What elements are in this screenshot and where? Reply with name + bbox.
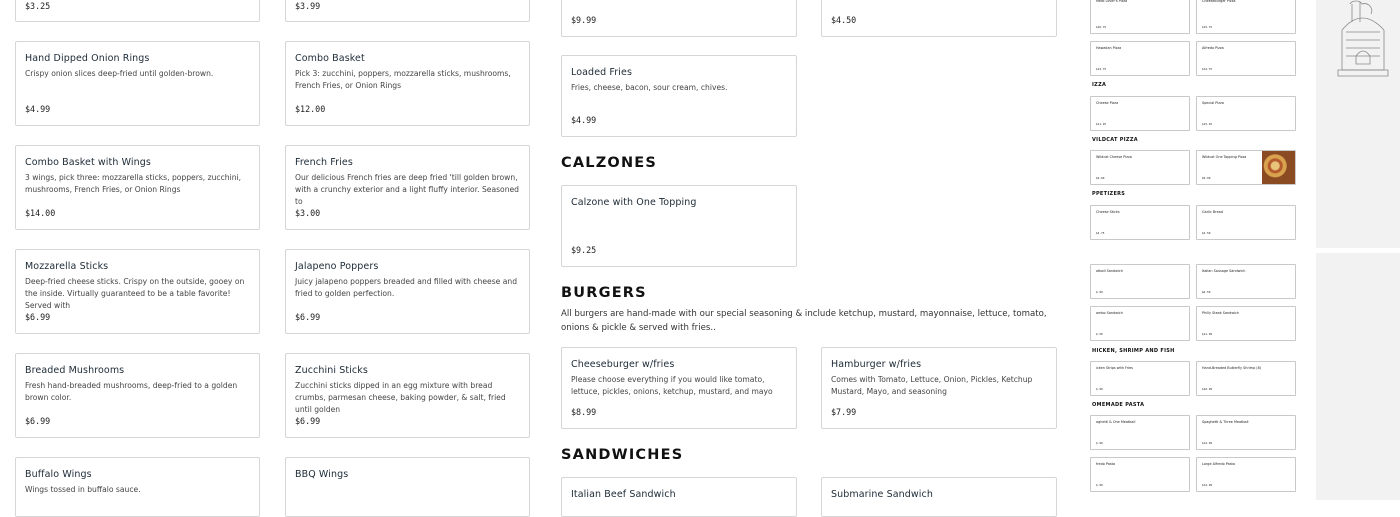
preview-section-heading: IZZA <box>1092 82 1107 88</box>
menu-item-card[interactable] <box>285 457 530 517</box>
item-price: $4.50 <box>831 15 857 25</box>
item-name: Jalapeno Poppers <box>295 261 379 272</box>
preview-item-price: $14.75 <box>1202 67 1213 71</box>
preview-menu-card[interactable] <box>1090 150 1190 185</box>
preview-item-name: Garlic Bread <box>1202 210 1223 214</box>
preview-item-name: Special Pizza <box>1202 101 1224 105</box>
preview-section-heading: OMEMADE PASTA <box>1092 402 1145 408</box>
menu-item-card[interactable] <box>561 477 797 517</box>
preview-item-price: $16.75 <box>1096 25 1107 29</box>
menu-item-card[interactable] <box>561 347 797 429</box>
item-name: Zucchini Sticks <box>295 365 368 376</box>
preview-item-name: icken Strips with Fries <box>1096 366 1133 370</box>
preview-item-name: Hand-Breaded Butterfly Shrimp (8) <box>1202 366 1262 370</box>
preview-menu-card[interactable] <box>1090 205 1190 240</box>
preview-menu-card[interactable] <box>1090 96 1190 131</box>
item-description: Comes with Tomato, Lettuce, Onion, Pickles, Ketchup Mustard, Mayo, and seasoning <box>831 375 1033 396</box>
preview-item-price: $.99 <box>1096 483 1103 487</box>
preview-section-heading: HICKEN, SHRIMP AND FISH <box>1092 348 1175 354</box>
preview-item-price: $15.75 <box>1202 25 1213 29</box>
preview-item-name: Cheeseburger Pizza <box>1202 0 1236 3</box>
section-title-calzones: CALZONES <box>561 155 658 171</box>
preview-item-name: Wildcat Cheese Pizza <box>1096 155 1132 159</box>
preview-menu-card[interactable] <box>1090 0 1190 34</box>
preview-item-price: $12.75 <box>1096 67 1107 71</box>
preview-item-price: $4.75 <box>1096 231 1105 235</box>
preview-item-price: $.99 <box>1096 290 1103 294</box>
pizza-photo <box>1262 151 1295 184</box>
preview-menu-card[interactable] <box>1196 96 1296 131</box>
preview-item-name: Large Alfredo Pasta <box>1202 462 1235 466</box>
item-price: $8.99 <box>571 407 597 417</box>
section-title-sandwiches: SANDWICHES <box>561 447 684 463</box>
menu-item-card[interactable] <box>15 145 260 230</box>
item-price: $4.99 <box>25 104 51 114</box>
item-name: French Fries <box>295 157 353 168</box>
decorative-side-panel <box>1316 0 1400 500</box>
item-name: Loaded Fries <box>571 67 632 78</box>
menu-item-card[interactable] <box>821 0 1057 37</box>
item-description: Our delicious French fries are deep fried 'till golden brown, with a crunchy exterior and a light fluffy interior. Seasoned to <box>295 173 520 206</box>
item-description: Deep-fried cheese sticks. Crispy on the outside, gooey on the inside. Virtually guaranteed to be a table favorite! Served with <box>25 277 245 310</box>
menu-item-card[interactable] <box>561 0 797 37</box>
preview-item-name: atball Sandwich <box>1096 269 1123 273</box>
item-price: $3.00 <box>295 208 321 218</box>
menu-item-card[interactable] <box>15 41 260 126</box>
preview-menu-card[interactable] <box>1090 264 1190 299</box>
item-description: Pick 3: zucchini, poppers, mozzarella sticks, mushrooms, French Fries, or Onion Rings <box>295 69 511 90</box>
preview-item-price: $10.99 <box>1202 387 1213 391</box>
preview-item-name: Philly Steak Sandwich <box>1202 311 1240 315</box>
item-name: BBQ Wings <box>295 469 349 480</box>
preview-item-price: $9.99 <box>1096 176 1105 180</box>
preview-menu-card[interactable] <box>1196 457 1296 492</box>
preview-item-name: ombo Sandwich <box>1096 311 1123 315</box>
menu-item-card[interactable] <box>285 249 530 334</box>
item-price: $6.99 <box>25 416 51 426</box>
preview-menu-card[interactable] <box>1196 0 1296 34</box>
item-name: Combo Basket with Wings <box>25 157 151 168</box>
menu-item-card[interactable] <box>15 249 260 334</box>
item-name: Submarine Sandwich <box>831 489 933 500</box>
preview-menu-card[interactable] <box>1196 205 1296 240</box>
preview-item-name: Cheese Pizza <box>1096 101 1119 105</box>
menu-item-card[interactable] <box>15 457 260 517</box>
item-name: Cheeseburger w/fries <box>571 359 675 370</box>
menu-item-card[interactable] <box>15 353 260 438</box>
preview-menu-card[interactable] <box>1196 361 1296 396</box>
preview-item-name: Wildcat One Topping Pizza <box>1202 155 1247 159</box>
preview-item-name: Hawaiian Pizza <box>1096 46 1122 50</box>
panel-divider <box>1316 248 1400 253</box>
pizza-oven-illustration <box>1316 0 1400 90</box>
item-name: Buffalo Wings <box>25 469 92 480</box>
section-title-burgers: BURGERS <box>561 285 647 301</box>
preview-menu-card[interactable] <box>1090 41 1190 76</box>
preview-menu-card[interactable] <box>1196 415 1296 450</box>
preview-menu-card[interactable] <box>1090 457 1190 492</box>
preview-section-heading: PPETIZERS <box>1092 191 1126 197</box>
preview-item-name: Cheese Sticks <box>1096 210 1120 214</box>
item-name: Italian Beef Sandwich <box>571 489 676 500</box>
menu-item-card[interactable] <box>561 55 797 137</box>
item-description: Juicy jalapeno poppers breaded and filled with cheese and fried to golden perfection. <box>295 277 518 298</box>
item-price: $6.99 <box>295 416 321 426</box>
item-price: $6.99 <box>25 312 51 322</box>
preview-item-name: aghetti & One Meatball <box>1096 420 1136 424</box>
preview-item-price: $15.25 <box>1202 122 1213 126</box>
preview-item-name: Meat Lover's Pizza <box>1096 0 1128 3</box>
preview-item-price: $12.99 <box>1202 441 1213 445</box>
menu-item-card[interactable] <box>821 347 1057 429</box>
menu-item-card[interactable] <box>821 477 1057 517</box>
preview-item-price: $11.25 <box>1096 122 1107 126</box>
menu-item-card[interactable] <box>285 0 530 22</box>
item-price: $3.25 <box>25 1 51 11</box>
item-description: 3 wings, pick three: mozzarella sticks, poppers, zucchini, mushrooms, French Fries, or Onion Rings <box>25 173 242 194</box>
preview-menu-card[interactable] <box>1090 306 1190 341</box>
menu-item-card[interactable] <box>561 185 797 267</box>
preview-menu-card[interactable] <box>1090 415 1190 450</box>
preview-menu-card[interactable] <box>1090 361 1190 396</box>
item-name: Mozzarella Sticks <box>25 261 109 272</box>
preview-item-price: $14.99 <box>1202 483 1213 487</box>
preview-menu-card[interactable] <box>1196 41 1296 76</box>
item-price: $7.99 <box>831 407 857 417</box>
preview-item-name: Spaghetti & Three Meatball <box>1202 420 1249 424</box>
preview-menu-card[interactable] <box>1196 150 1296 185</box>
item-description: Fresh hand-breaded mushrooms, deep-fried to a golden brown color. <box>25 381 238 402</box>
preview-section-heading: VILDCAT PIZZA <box>1092 137 1138 143</box>
menu-item-card[interactable] <box>285 145 530 230</box>
item-name: Calzone with One Topping <box>571 197 697 208</box>
preview-item-price: $9.99 <box>1202 176 1211 180</box>
item-price: $9.99 <box>571 15 597 25</box>
item-name: Combo Basket <box>295 53 365 64</box>
item-description: Please choose everything if you would like tomato, lettuce, pickles, onions, ketchup, mustard, and mayo <box>571 375 773 396</box>
menu-preview-panel <box>1088 0 1303 500</box>
item-description: Wings tossed in buffalo sauce. <box>25 485 141 494</box>
preview-item-name: Italian Sausage Sandwich <box>1202 269 1246 273</box>
preview-item-name: Alfredo Pizza <box>1202 46 1224 50</box>
preview-menu-card[interactable] <box>1196 264 1296 299</box>
item-name: Breaded Mushrooms <box>25 365 125 376</box>
item-name: Hand Dipped Onion Rings <box>25 53 150 64</box>
preview-item-price: $6.50 <box>1202 290 1211 294</box>
item-price: $3.99 <box>295 1 321 11</box>
item-price: $9.25 <box>571 245 597 255</box>
menu-item-card[interactable] <box>285 41 530 126</box>
preview-item-price: $.50 <box>1096 332 1103 336</box>
item-price: $14.00 <box>25 208 56 218</box>
item-description: Crispy onion slices deep-fried until golden-brown. <box>25 69 214 78</box>
preview-item-price: $11.99 <box>1202 332 1213 336</box>
item-price: $4.99 <box>571 115 597 125</box>
item-name: Hamburger w/fries <box>831 359 922 370</box>
menu-item-card[interactable] <box>15 0 260 22</box>
preview-item-price: $2.50 <box>1202 231 1211 235</box>
preview-item-price: $.99 <box>1096 441 1103 445</box>
menu-item-card[interactable] <box>285 353 530 438</box>
preview-item-name: fredo Pasta <box>1096 462 1116 466</box>
item-description: Fries, cheese, bacon, sour cream, chives. <box>571 83 728 92</box>
section-description: All burgers are hand-made with our special seasoning & include ketchup, mustard, mayonnaise, lettuce, tomato, onions & pickle & served with fries.. <box>561 309 1047 333</box>
item-price: $6.99 <box>295 312 321 322</box>
preview-menu-card[interactable] <box>1196 306 1296 341</box>
item-description: Zucchini sticks dipped in an egg mixture with bread crumbs, parmesan cheese, baking powder, & salt, fried until golden <box>295 381 506 414</box>
preview-item-price: $.99 <box>1096 387 1103 391</box>
item-price: $12.00 <box>295 104 326 114</box>
